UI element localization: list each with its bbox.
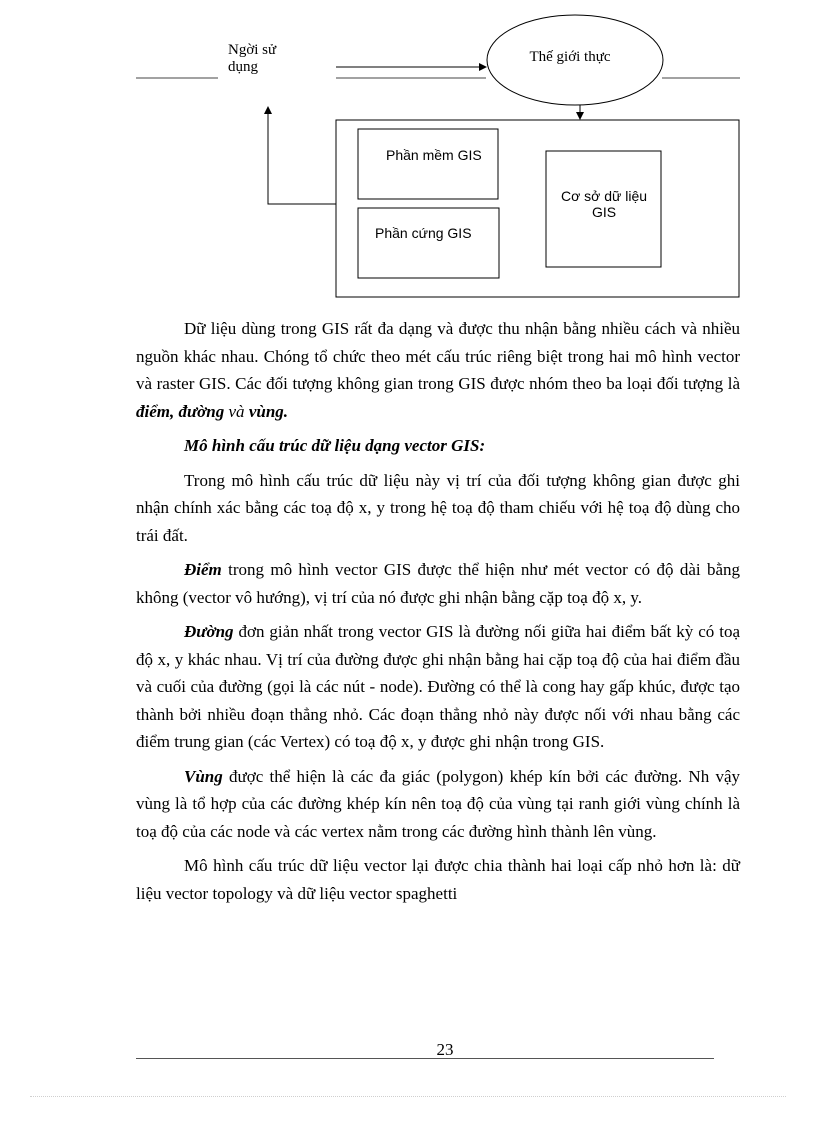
real-world-label: Thế giới thực <box>529 49 611 65</box>
paragraph-text: được thể hiện là các đa giác (polygon) khép kín bởi các đường. Nh vậy vùng là tổ hợp của các đường khép kín nên toạ độ của vùng tại ranh giới vùng chính là toạ độ của các node và các vertex nằm trong các đường hình thành lên vùng. <box>136 766 740 841</box>
paragraph-line <box>136 618 740 756</box>
page-body <box>136 315 740 914</box>
paragraph-text: Dữ liệu dùng trong GIS rất đa dạng và được thu nhận bằng nhiều cách và nhiều nguồn khác nhau. Chóng tổ chức theo mét cấu trúc riêng biệt trong hai mô hình vector và raster GIS. Các đối tượng không gian trong GIS được nhóm theo ba loại đối tượng là <box>136 319 740 393</box>
hardware-label: Phần cứng GIS <box>375 225 472 241</box>
page-bottom-border <box>30 1096 786 1097</box>
database-label: Cơ sở dữ liệu GIS <box>560 188 648 220</box>
footer-divider <box>136 1058 714 1059</box>
paragraph-vector-types: Mô hình cấu trúc dữ liệu vector lại được chia thành hai loại cấp nhỏ hơn là: dữ liệu vector topology và dữ liệu vector spaghetti <box>136 856 740 903</box>
term-area: vùng. <box>248 401 289 421</box>
term-point-line: điểm, đường <box>136 401 225 421</box>
user-label: Ngời sử dụng <box>228 42 277 75</box>
hardware-box <box>358 208 499 278</box>
paragraph-vector-model: Trong mô hình cấu trúc dữ liệu này vị trí của đối tượng không gian được ghi nhận chính xác bằng các toạ độ x, y trong hệ toạ độ tham chiếu với hệ toạ độ dùng cho trái đất. <box>136 470 740 545</box>
software-label: Phần mềm GIS <box>386 147 482 163</box>
conjunction-text: và <box>224 401 249 421</box>
paragraph-text: đơn giản nhất trong vector GIS là đường nối giữa hai điểm bất kỳ có toạ độ x, y khác nhau. Vị trí của đường được ghi nhận bằng hai cặp toạ độ của hai điểm đầu và cuối của đường (gọi là các nút - node). Đường có thể là cong hay gấp khúc, được tạo thành bởi nhiều đoạn thẳng nhỏ. Các đoạn thẳng nhỏ này được nối với nhau bằng các điểm trung gian (các Vertex) có toạ độ x, y được ghi nhận trong GIS. <box>136 622 740 751</box>
page-number: 23 <box>436 1040 454 1059</box>
term-area-heading: Vùng <box>184 766 223 786</box>
paragraph-area <box>136 763 740 846</box>
section-heading: Mô hình cấu trúc dữ liệu dạng vector GIS: <box>184 436 486 455</box>
term-point: Điểm <box>184 560 222 579</box>
system-to-user-arrow <box>268 107 336 204</box>
paragraph-point <box>136 556 740 611</box>
paragraph-text: trong mô hình vector GIS được thể hiện như mét vector có độ dài bằng không (vector vô hướng), vị trí của nó được ghi nhận bằng cặp toạ độ x, y. <box>136 560 740 607</box>
software-box <box>358 129 498 199</box>
term-line: Đường <box>184 622 234 641</box>
gis-components-diagram <box>0 0 816 305</box>
paragraph-data-overview <box>136 315 740 425</box>
